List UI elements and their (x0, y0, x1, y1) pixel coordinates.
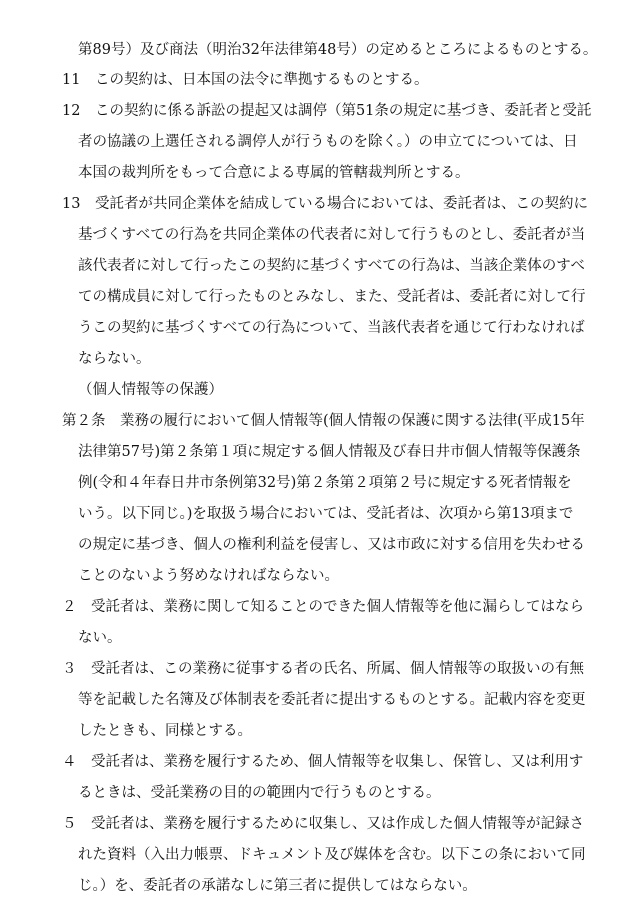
text-line: じ。）を、委託者の承諾なしに第三者に提供してはならない。 (78, 878, 477, 894)
text-line: ての構成員に対して行ったものとみなし、また、受託者は、委託者に対して行 (78, 289, 586, 305)
section-heading: （個人情報等の保護） (78, 382, 223, 398)
text-line: したときも、同様とする。 (78, 723, 252, 739)
text-line: 者の協議の上選任される調停人が行うものを除く。）の申立てについては、日 (78, 134, 578, 150)
text-line: 13 受託者が共同企業体を結成している場合においては、委託者は、この契約に (62, 196, 588, 212)
text-line: ５ 受託者は、業務を履行するために収集し、又は作成した個人情報等が記録さ (62, 816, 584, 832)
text-line: ことのないよう努めなければならない。 (78, 568, 339, 584)
text-line: 該代表者に対して行ったこの契約に基づくすべての行為は、当該企業体のすべ (78, 258, 585, 274)
text-line: れた資料（入出力帳票、ドキュメント及び媒体を含む。以下この条において同 (78, 847, 586, 863)
text-line: ２ 受託者は、業務に関して知ることのできた個人情報等を他に漏らしてはなら (62, 599, 584, 615)
text-line: 基づくすべての行為を共同企業体の代表者に対して行うものとし、委託者が当 (78, 227, 586, 243)
text-line: の規定に基づき、個人の権利利益を侵害し、又は市政に対する信用を失わせる (78, 537, 585, 553)
text-line: るときは、受託業務の目的の範囲内で行うものとする。 (78, 785, 441, 801)
text-line: 11 この契約は、日本国の法令に準拠するものとする。 (62, 72, 429, 88)
text-line: 第89号）及び商法（明治32年法律第48号）の定めるところによるものとする。 (78, 42, 598, 58)
text-line: ４ 受託者は、業務を履行するため、個人情報等を収集し、保管し、又は利用す (62, 754, 584, 770)
text-line: 等を記載した名簿及び体制表を委託者に提出するものとする。記載内容を変更 (78, 692, 586, 708)
text-line: ３ 受託者は、この業務に従事する者の氏名、所属、個人情報等の取扱いの有無 (62, 661, 584, 677)
text-line: ない。 (78, 630, 122, 646)
text-line: 第２条 業務の履行において個人情報等(個人情報の保護に関する法律(平成15年 (62, 413, 585, 429)
text-line: いう。以下同じ。)を取扱う場合においては、受託者は、次項から第13項まで (78, 506, 574, 522)
text-line: 12 この契約に係る訴訟の提起又は調停（第51条の規定に基づき、委託者と受託 (62, 103, 592, 119)
text-line: 法律第57号)第２条第１項に規定する個人情報及び春日井市個人情報等保護条 (78, 444, 581, 460)
text-line: うこの契約に基づくすべての行為について、当該代表者を通じて行わなければ (78, 320, 585, 336)
text-line: 例(令和４年春日井市条例第32号)第２条第２項第２号に規定する死者情報を (78, 475, 572, 491)
text-line: 本国の裁判所をもって合意による専属的管轄裁判所とする。 (78, 165, 470, 181)
text-line: ならない。 (78, 351, 151, 367)
